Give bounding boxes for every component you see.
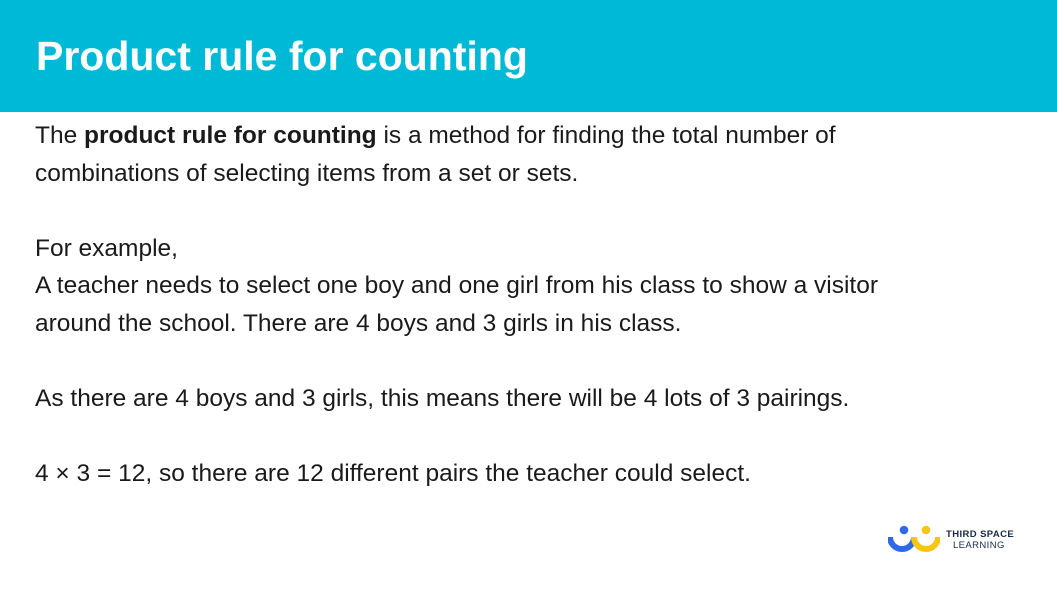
logo-mark-icon <box>888 524 940 554</box>
intro-line-1 <box>35 117 1025 155</box>
content-body <box>35 117 1025 492</box>
conclusion: 4 × 3 = 12, so there are 12 different pairs the teacher could select. <box>35 459 751 487</box>
spacer <box>35 192 1025 230</box>
intro-bold-term: product rule for counting <box>84 122 377 149</box>
intro-pre: The <box>35 122 85 149</box>
intro-line-2: combinations of selecting items from a set or sets. <box>35 159 579 187</box>
spacer <box>35 342 1025 380</box>
logo-text-line-2: LEARNING <box>953 540 1005 551</box>
explanation: As there are 4 boys and 3 girls, this means there will be 4 lots of 3 pairings. <box>35 384 850 412</box>
header-banner <box>0 0 1057 112</box>
example-line-1: A teacher needs to select one boy and one girl from his class to show a visitor <box>35 272 878 299</box>
example-line-2: around the school. There are 4 boys and 3 girls in his class. <box>35 309 682 337</box>
intro-post: is a method for finding the total number of <box>376 122 836 149</box>
logo-text-line-1: THIRD SPACE <box>946 529 1015 540</box>
example-heading: For example, <box>35 234 178 262</box>
spacer <box>35 417 1025 455</box>
page-title: Product rule for counting <box>36 33 528 79</box>
third-space-learning-logo <box>888 524 1018 554</box>
